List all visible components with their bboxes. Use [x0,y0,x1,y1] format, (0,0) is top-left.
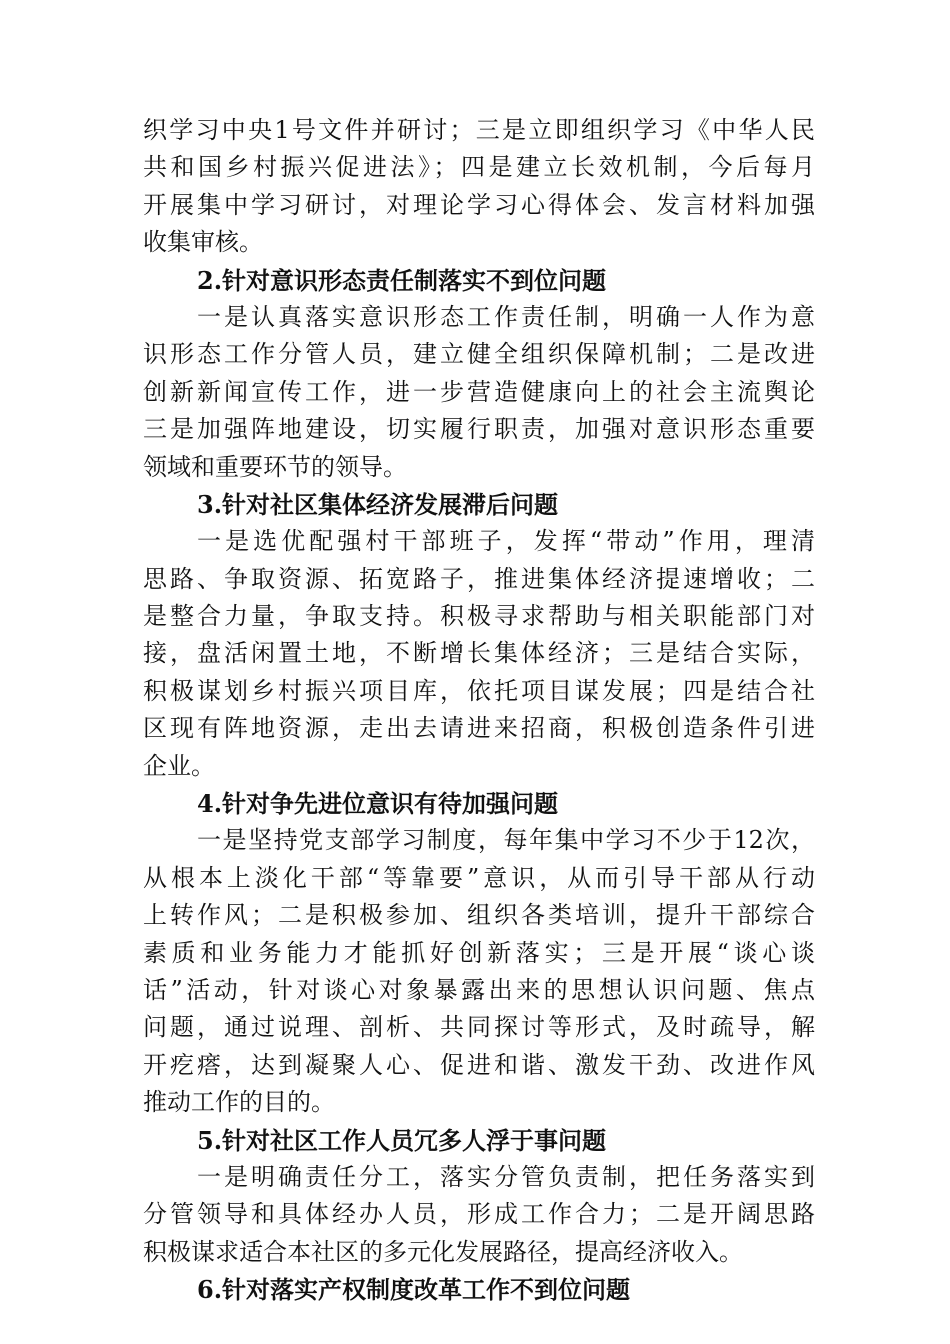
paragraph-line: 开疙瘩，达到凝聚人心、促进和谐、激发干劲、改进作风 [143,1050,815,1079]
paragraph-line: 一是选优配强村干部班子，发挥“带动”作用，理清 [197,527,815,556]
section-heading: 4.针对争先进位意识有待加强问题 [197,789,559,819]
paragraph-line: 话”活动，针对谈心对象暴露出来的思想认识问题、焦点 [143,975,815,1004]
section-heading: 6.针对落实产权制度改革工作不到位问题 [197,1275,631,1305]
paragraph-line: 区现有阵地资源，走出去请进来招商，积极创造条件引进 [143,714,815,743]
document-body [143,112,815,1309]
paragraph-line: 从根本上淡化干部“等靠要”意识，从而引导干部从行动 [143,863,815,892]
section-2 [143,262,815,486]
paragraph-line: 是整合力量，争取支持。积极寻求帮助与相关职能部门对 [143,602,815,631]
paragraph-line: 共和国乡村振兴促进法》；四是建立长效机制，今后每月 [143,153,815,182]
paragraph-line: 问题，通过说理、剖析、共同探讨等形式，及时疏导，解 [143,1013,815,1042]
continuation-paragraph [143,112,815,262]
paragraph-line: 企业。 [143,751,215,780]
section-3 [143,486,815,785]
paragraph-line: 分管领导和具体经办人员，形成工作合力；二是开阔思路 [143,1200,815,1229]
paragraph-line: 上转作风；二是积极参加、组织各类培训，提升干部综合 [143,901,815,930]
paragraph-line: 织学习中央1号文件并研讨；三是立即组织学习《中华人民 [143,116,815,144]
paragraph-line: 推动工作的目的。 [143,1088,335,1117]
paragraph-line: 接，盘活闲置土地，不断增长集体经济；三是结合实际， [143,639,815,668]
paragraph-line: 积极谋求适合本社区的多元化发展路径，提高经济收入。 [143,1237,743,1266]
section-6 [143,1271,815,1308]
paragraph-line: 思路、争取资源、拓宽路子，推进集体经济提速增收；二 [143,564,815,593]
paragraph-line: 识形态工作分管人员，建立健全组织保障机制；二是改进 [143,340,815,369]
paragraph-line: 素质和业务能力才能抓好创新落实；三是开展“谈心谈 [143,938,815,967]
paragraph-line: 一是坚持党支部学习制度，每年集中学习不少于12次， [197,826,815,855]
paragraph-line: 开展集中学习研讨，对理论学习心得体会、发言材料加强 [143,190,815,219]
paragraph-line: 创新新闻宣传工作，进一步营造健康向上的社会主流舆论 [143,377,815,406]
section-heading: 5.针对社区工作人员冗多人浮于事问题 [197,1125,607,1155]
section-4 [143,785,815,1122]
paragraph-line: 一是认真落实意识形态工作责任制，明确一人作为意 [197,302,815,331]
paragraph-line: 收集审核。 [143,228,263,257]
section-5 [143,1122,815,1272]
paragraph-line: 三是加强阵地建设，切实履行职责，加强对意识形态重要 [143,415,815,444]
paragraph-line: 领域和重要环节的领导。 [143,452,407,481]
section-heading: 2.针对意识形态责任制落实不到位问题 [197,265,607,295]
section-heading: 3.针对社区集体经济发展滞后问题 [197,489,559,519]
paragraph-line: 积极谋划乡村振兴项目库，依托项目谋发展；四是结合社 [143,676,815,705]
paragraph-line: 一是明确责任分工，落实分管负责制，把任务落实到 [197,1162,815,1191]
